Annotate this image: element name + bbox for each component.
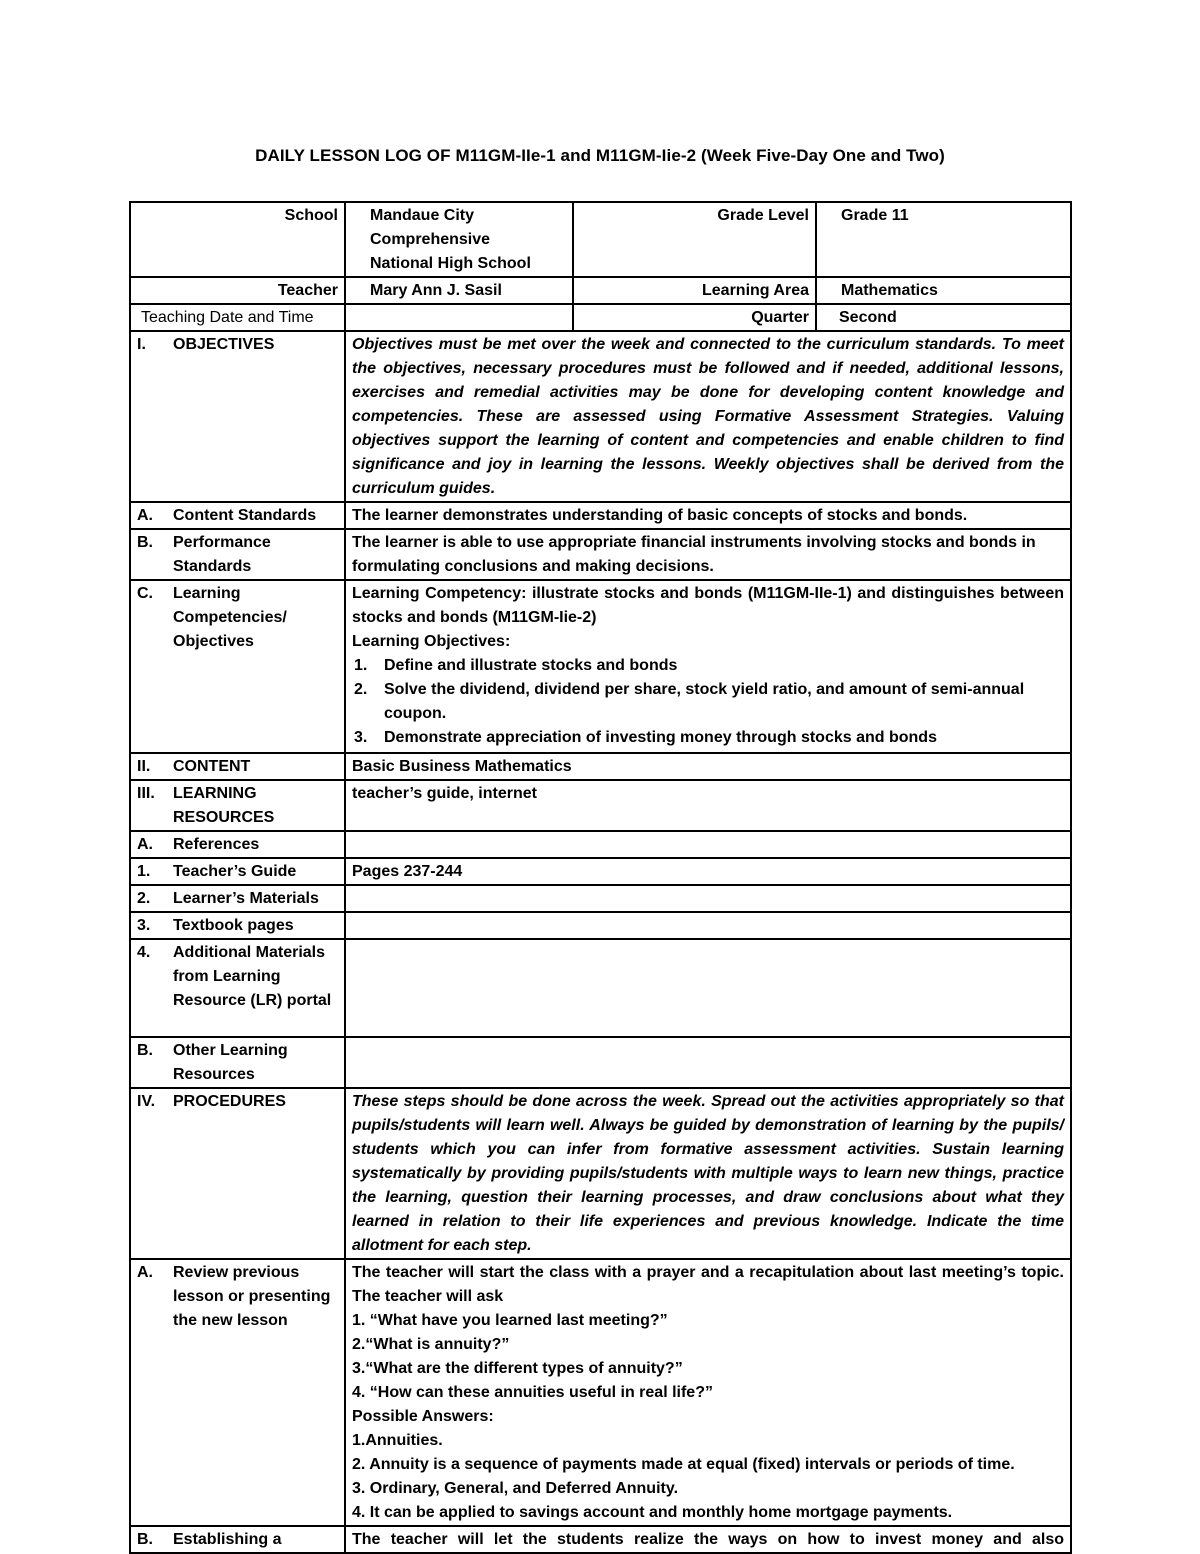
review-line: 3. Ordinary, General, and Deferred Annuity. [352, 1480, 679, 1497]
establishing-title: Establishing a [173, 1531, 282, 1548]
learners-materials-row [130, 885, 1071, 912]
teachers-guide-row [130, 858, 1071, 885]
school-value-line: Comprehensive [370, 231, 491, 248]
learners-materials-num: 2. [137, 890, 151, 907]
learning-competency-text: Learning Competency: illustrate stocks and bonds (M11GM-IIe-1) and distinguishes between stocks and bonds (M11GM-Iie-2) [352, 585, 1064, 626]
content-value: Basic Business Mathematics [345, 753, 1071, 780]
procedures-row [130, 1088, 1071, 1259]
review-line: 2.“What is annuity?” [352, 1336, 510, 1353]
content-standards-row [130, 502, 1071, 529]
additional-materials-title: Additional Materials from Learning Resource (LR) portal [173, 944, 332, 1009]
teaching-date-label: Teaching Date and Time [130, 304, 345, 331]
additional-materials-row [130, 939, 1071, 1037]
lesson-log-table [129, 201, 1072, 1554]
objective-item [352, 654, 1064, 678]
textbook-pages-num: 3. [137, 917, 151, 934]
review-line: 1.Annuities. [352, 1432, 443, 1449]
other-resources-title: Other Learning Resources [173, 1042, 288, 1083]
learning-area-label: Learning Area [573, 277, 816, 304]
other-resources-row [130, 1037, 1071, 1088]
teacher-value: Mary Ann J. Sasil [345, 277, 573, 304]
grade-level-value: Grade 11 [816, 202, 1071, 277]
learning-resources-title: LEARNING RESOURCES [173, 785, 275, 826]
learning-area-value: Mathematics [816, 277, 1071, 304]
teaching-date-value [345, 304, 573, 331]
additional-materials-num: 4. [137, 944, 151, 961]
teachers-guide-title: Teacher’s Guide [173, 863, 297, 880]
competencies-num: C. [137, 585, 153, 602]
performance-standards-title: Performance Standards [173, 534, 271, 575]
school-row [130, 202, 1071, 277]
references-value [345, 831, 1071, 858]
learning-resources-value: teacher’s guide, internet [345, 780, 1071, 831]
objective-item [352, 678, 1064, 726]
objectives-title: OBJECTIVES [173, 336, 275, 353]
school-value-line: National High School [370, 255, 531, 272]
learning-resources-label [130, 780, 345, 831]
performance-standards-num: B. [137, 534, 153, 551]
teacher-row [130, 277, 1071, 304]
objective-item-text: Define and illustrate stocks and bonds [384, 657, 678, 674]
competencies-content [345, 580, 1071, 753]
objectives-num: I. [137, 336, 146, 353]
references-row [130, 831, 1071, 858]
content-title: CONTENT [173, 758, 251, 775]
objective-item-text: Solve the dividend, dividend per share, stock yield ratio, and amount of semi-annual coupon. [384, 681, 1025, 722]
review-line: 4. It can be applied to savings account and monthly home mortgage payments. [352, 1504, 953, 1521]
competencies-title: Learning Competencies/ Objectives [173, 585, 287, 650]
content-standards-text: The learner demonstrates understanding of basic concepts of stocks and bonds. [345, 502, 1071, 529]
school-value-line: Mandaue City [370, 207, 475, 224]
additional-materials-label [130, 939, 345, 1037]
objective-item-num: 2. [354, 681, 368, 698]
establishing-num: B. [137, 1531, 153, 1548]
learners-materials-value [345, 885, 1071, 912]
review-num: A. [137, 1264, 153, 1281]
grade-level-label: Grade Level [573, 202, 816, 277]
performance-standards-row [130, 529, 1071, 580]
learners-materials-label [130, 885, 345, 912]
document-title: DAILY LESSON LOG OF M11GM-IIe-1 and M11GM-Iie-2 (Week Five-Day One and Two) [255, 146, 945, 165]
review-row [130, 1259, 1071, 1526]
review-line: Possible Answers: [352, 1408, 494, 1425]
content-standards-num: A. [137, 507, 153, 524]
objective-item-text: Demonstrate appreciation of investing money through stocks and bonds [384, 729, 937, 746]
textbook-pages-title: Textbook pages [173, 917, 294, 934]
textbook-pages-label [130, 912, 345, 939]
teachers-guide-label [130, 858, 345, 885]
objectives-text: Objectives must be met over the week and connected to the curriculum standards. To meet the objectives, necessary procedures must be followed and if needed, additional lessons, exercises and remedial activities may be done for developing content knowledge and competencies. These are assessed using Formative Assessment Strategies. Valuing objectives support the learning of content and competencies and enable children to find significance and joy in learning the lessons. Weekly objectives shall be derived from the curriculum guides. [345, 331, 1071, 502]
content-standards-label [130, 502, 345, 529]
review-line: 2. Annuity is a sequence of payments made at equal (fixed) intervals or periods of time. [352, 1456, 1015, 1473]
competencies-label [130, 580, 345, 753]
establishing-label [130, 1526, 345, 1553]
content-row [130, 753, 1071, 780]
content-label [130, 753, 345, 780]
teachers-guide-num: 1. [137, 863, 151, 880]
references-title: References [173, 836, 260, 853]
textbook-pages-value [345, 912, 1071, 939]
performance-standards-text: The learner is able to use appropriate financial instruments involving stocks and bonds in formulating conclusions and making decisions. [345, 529, 1071, 580]
procedures-label [130, 1088, 345, 1259]
review-title: Review previous lesson or presenting the new lesson [173, 1264, 331, 1329]
procedures-text: These steps should be done across the week. Spread out the activities appropriately so that pupils/students will learn well. Always be guided by demonstration of learning by the pupils/ students which you can infer from formative assessment activities. Sustain learning systematically by providing pupils/students with multiple ways to learn new things, practice the learning, question their learning processes, and draw conclusions about what they learned in relation to their life experiences and previous knowledge. Indicate the time allotment for each step. [345, 1088, 1071, 1259]
review-content [345, 1259, 1071, 1526]
textbook-pages-row [130, 912, 1071, 939]
content-standards-title: Content Standards [173, 507, 317, 524]
quarter-label: Quarter [573, 304, 816, 331]
other-resources-num: B. [137, 1042, 153, 1059]
objective-item-num: 1. [354, 657, 368, 674]
establishing-text: The teacher will let the students realize the ways on how to invest money and also [345, 1526, 1071, 1553]
procedures-title: PROCEDURES [173, 1093, 286, 1110]
other-resources-value [345, 1037, 1071, 1088]
objective-item-num: 3. [354, 729, 368, 746]
additional-materials-value [345, 939, 1071, 1037]
establishing-row [130, 1526, 1071, 1553]
date-row [130, 304, 1071, 331]
performance-standards-label [130, 529, 345, 580]
objectives-label [130, 331, 345, 502]
content-num: II. [137, 758, 151, 775]
review-line: 3.“What are the different types of annuity?” [352, 1360, 683, 1377]
review-line: 4. “How can these annuities useful in real life?” [352, 1384, 713, 1401]
objectives-row [130, 331, 1071, 502]
learners-materials-title: Learner’s Materials [173, 890, 319, 907]
other-resources-label [130, 1037, 345, 1088]
school-value [345, 202, 573, 277]
learning-objectives-heading: Learning Objectives: [352, 633, 511, 650]
procedures-num: IV. [137, 1093, 156, 1110]
learning-resources-num: III. [137, 785, 155, 802]
references-num: A. [137, 836, 153, 853]
review-intro: The teacher will start the class with a prayer and a recapitulation about last meeting’s topic. The teacher will ask [352, 1264, 1064, 1305]
school-label: School [130, 202, 345, 277]
learning-resources-row [130, 780, 1071, 831]
competencies-row [130, 580, 1071, 753]
teachers-guide-value: Pages 237-244 [345, 858, 1071, 885]
quarter-value: Second [816, 304, 1071, 331]
teacher-label: Teacher [130, 277, 345, 304]
references-label [130, 831, 345, 858]
objective-item [352, 726, 1064, 750]
review-line: 1. “What have you learned last meeting?” [352, 1312, 668, 1329]
review-label [130, 1259, 345, 1526]
